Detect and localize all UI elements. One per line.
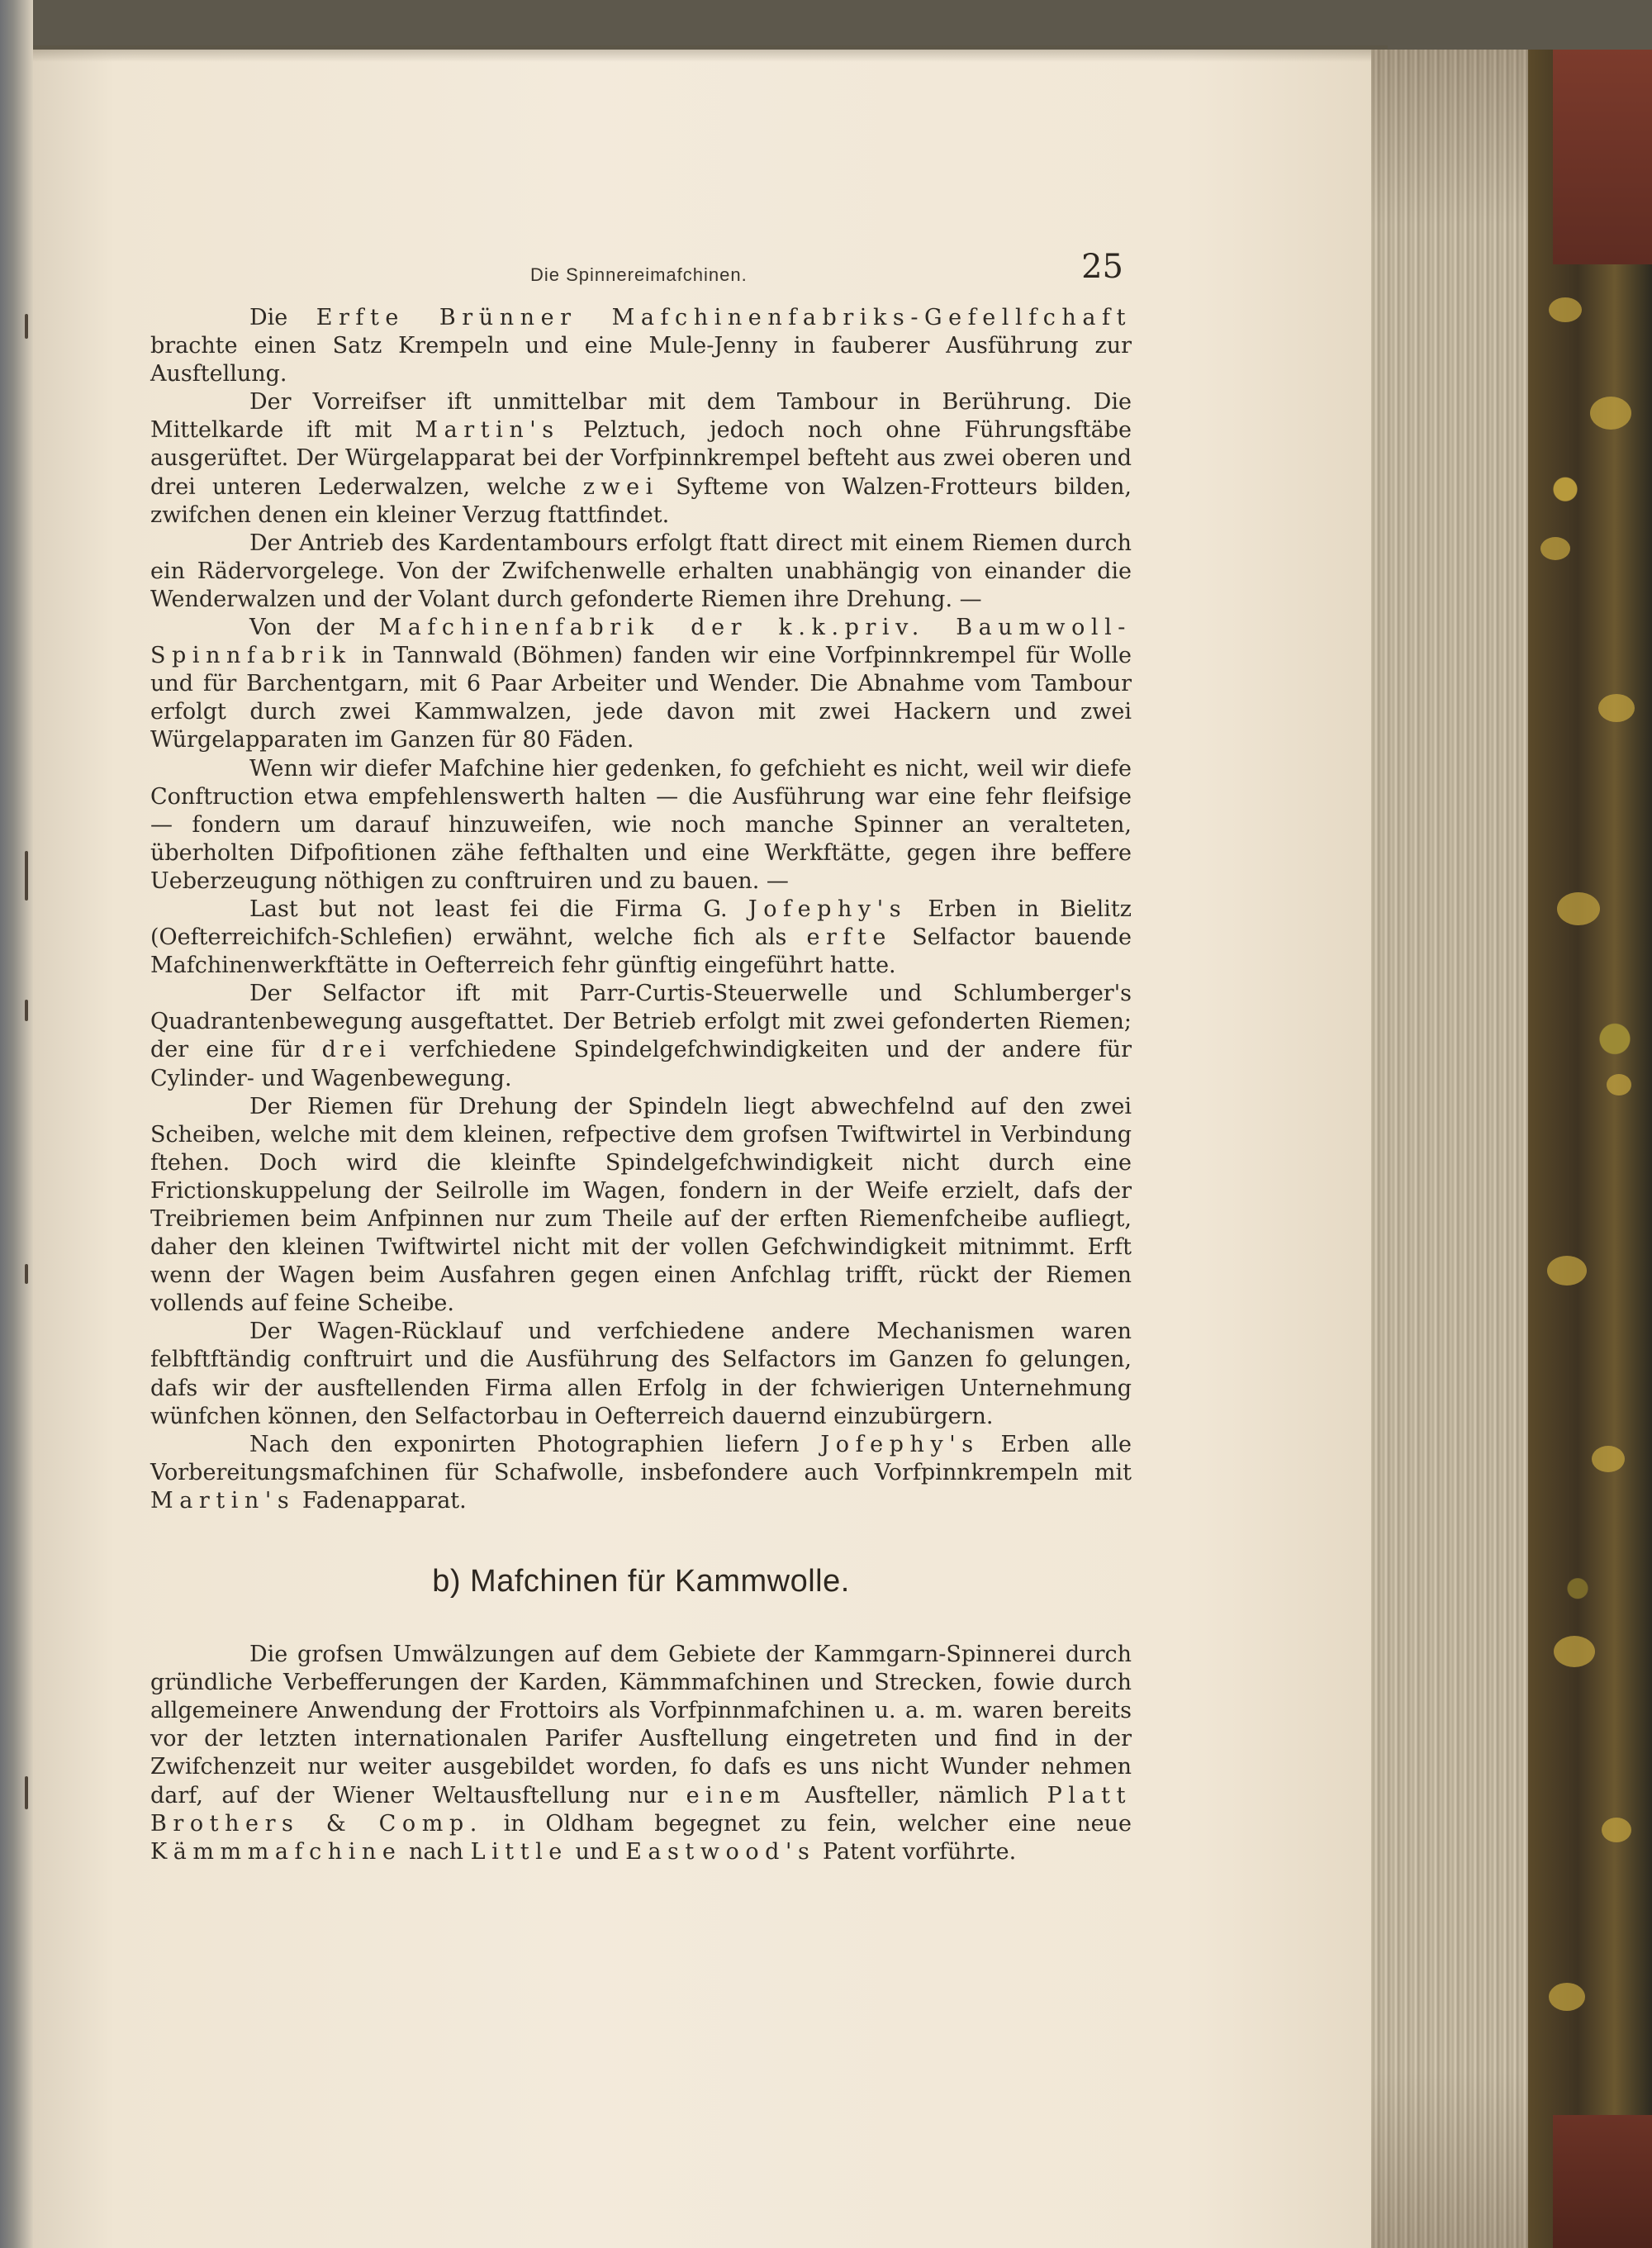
paragraph: Von der Mafchinenfabrik der k.k.priv. Baumwoll-Spinnfabrik in Tannwald (Böhmen) fanden wir eine Vorfpinnkrempel für Wolle und für Barchentgarn, mit 6 Paar Arbeiter und Wender. Die Abnahme vom Tambour erfolgt durch zwei Kammwalzen, jede davon mit zwei Hackern und zwei Würgelapparaten im Ganzen für 80 Fäden. (150, 615, 1132, 753)
binding-thread-marks (23, 0, 33, 2248)
paragraph: Der Antrieb des Kardentambours erfolgt ftatt direct mit einem Riemen durch ein Rädervorgelege. Von der Zwifchenwelle erhalten unabhängig von einander die Wenderwalzen und der Volant durch gefonderte Riemen ihre Drehung. — (150, 530, 1132, 612)
page-header (150, 248, 1132, 296)
paragraph: Der Wagen-Rücklauf und verfchiedene andere Mechanismen waren felbftftändig conftruirt und die Ausführung des Selfactors im Ganzen fo gelungen, dafs wir der ausftellenden Firma allen Erfolg in der fchwierigen Unternehmung wünfchen können, den Selfactorbau in Oefterreich dauernd einzubürgern. (150, 1319, 1132, 1429)
page-text-block (150, 248, 1132, 1866)
paragraph: Die grofsen Umwälzungen auf dem Gebiete der Kammgarn-Spinnerei durch gründliche Verbefferungen der Karden, Kämmmafchinen und Strecken, fowie durch allgemeinere Anwendung der Frottoirs als Vorfpinnmafchinen u. a. m. waren bereits vor der letzten internationalen Parifer Ausftellung eingetreten und find in der Zwifchenzeit nur weiter ausgebildet worden, fo dafs es uns nicht Wunder nehmen darf, auf der Wiener Weltausftellung nur einem Ausfteller, nämlich Platt Brothers & Comp. in Oldham begegnet zu fein, welcher eine neue Kämmmafchine nach Little und Eastwood's Patent vorführte. (150, 1642, 1132, 1865)
page-edges (1371, 50, 1528, 2248)
paragraph: Der Vorreifser ift unmittelbar mit dem Tambour in Berührung. Die Mittelkarde ift mit Martin's Pelztuch, jedoch noch ohne Führungsftäbe ausgerüftet. Der Würgelapparat bei der Vorfpinnkrempel befteht aus zwei oberen und drei unteren Lederwalzen, welche zwei Syfteme von Walzen-Frotteurs bilden, zwifchen denen ein kleiner Verzug ftattfindet. (150, 389, 1132, 528)
paragraph: Der Selfactor ift mit Parr-Curtis-Steuerwelle und Schlumberger's Quadrantenbewegung ausgeftattet. Der Betrieb erfolgt mit zwei gefonderten Riemen; der eine für drei verfchiedene Spindelgefchwindigkeiten und der andere für Cylinder- und Wagenbewegung. (150, 981, 1132, 1091)
running-head: Die Spinnereimafchinen. (530, 264, 748, 285)
section-heading: b) Mafchinen für Kammwolle. (432, 1564, 850, 1599)
paragraph: Last but not least fei die Firma G. Jofephy's Erben in Bielitz (Oefterreichifch-Schlefien) erwähnt, welche fich als erfte Selfactor bauende Mafchinenwerkftätte in Oefterreich fehr günftig eingeführt hatte. (150, 896, 1132, 979)
paragraph: Nach den exponirten Photographien liefern Jofephy's Erben alle Vorbereitungsmafchinen für Schafwolle, insbefondere auch Vorfpinnkrempeln mit Martin's Fadenapparat. (150, 1431, 1132, 1514)
marbled-cover-pattern (1532, 264, 1648, 2115)
page-top-shadow (33, 45, 1388, 62)
spine-leather-top (1553, 50, 1652, 264)
spine-leather-bottom (1553, 2115, 1652, 2248)
paragraph: Der Riemen für Drehung der Spindeln liegt abwechfelnd auf den zwei Scheiben, welche mit dem kleinen, refpective dem grofsen Twiftwirtel in Verbindung ftehen. Doch wird die kleinfte Spindelgefchwindigkeit nicht durch eine Frictionskuppelung der Seilrolle im Wagen, fondern in der Weife erzielt, dafs der Treibriemen beim Anfpinnen nur zum Theile auf der erften Riemenfcheibe aufliegt, daher den kleinen Twiftwirtel nicht mit der vollen Gefchwindigkeit mitnimmt. Erft wenn der Wagen beim Ausfahren gegen einen Anfchlag trifft, rückt der Riemen vollends auf feine Scheibe. (150, 1093, 1132, 1317)
paragraph: Wenn wir diefer Mafchine hier gedenken, fo gefchieht es nicht, weil wir diefe Conftruction etwa empfehlenswerth halten — die Ausführung war eine fehr fleifsige — fondern um darauf hinzuweifen, wie noch manche Spinner an veralteten, überholten Difpofitionen zähe fefthalten und eine Werkftätte, gegen ihre beffere Ueberzeugung nöthigen zu conftruiren und zu bauen. — (150, 755, 1132, 894)
page-number: 25 (1081, 248, 1123, 286)
paragraph: Die Erfte Brünner Mafchinenfabriks-Gefellfchaft brachte einen Satz Krempeln und eine Mule-Jenny in fauberer Ausführung zur Ausftellung. (150, 305, 1132, 387)
